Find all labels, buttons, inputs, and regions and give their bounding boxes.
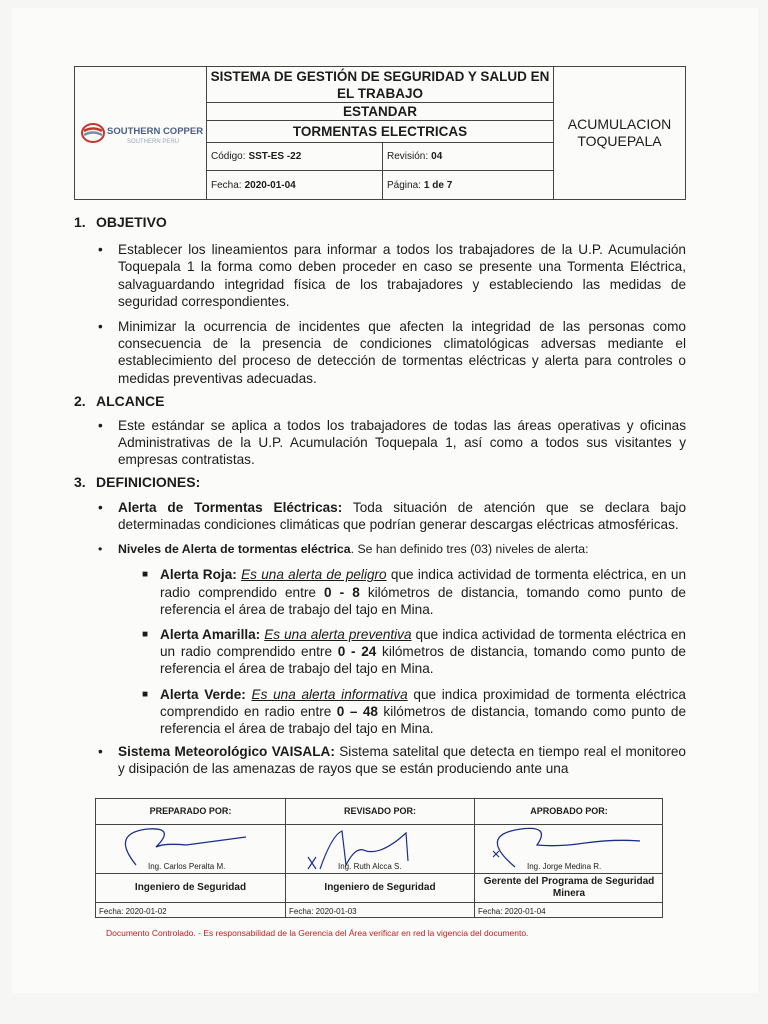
preparer-date: Fecha: 2020-01-02 (99, 907, 167, 916)
signature-table (95, 798, 663, 918)
date-cell: Fecha: 2020-01-04 (207, 171, 383, 199)
reviewer-name: Ing. Ruth Alcca S. (338, 862, 402, 871)
preparer-role: Ingeniero de Seguridad (96, 874, 285, 903)
code-value: SST-ES -22 (248, 151, 302, 162)
reviewer-role: Ingeniero de Seguridad (286, 874, 474, 903)
system-title: SISTEMA DE GESTIÓN DE SEGURIDAD Y SALUD EN EL TRABAJO (207, 67, 553, 103)
southern-copper-logo-icon (79, 118, 203, 148)
revision-value: 04 (431, 151, 443, 162)
page-cell: Página: 1 de 7 (387, 179, 453, 191)
revision-cell: Revisión: 04 (387, 151, 443, 162)
svg-text:SOUTHERN COPPER: SOUTHERN COPPER (106, 126, 203, 137)
approver-role: Gerente del Programa de Seguridad Minera (475, 874, 663, 903)
def-niveles-alerta: • Niveles de Alerta de tormentas eléctrica. Se han definido tres (03) niveles de alerta: (98, 542, 589, 557)
section-objetivo: 1. OBJETIVO (74, 214, 167, 230)
company-logo (75, 67, 207, 199)
alerta-verde: ■ Alerta Verde: Es una alerta informativa que indica proximidad de tormenta eléctrica comprendido en radio entre 0 – 48 kilómetros de distancia, tomando como punto de referencia el área de trabajo del tajo en Mina. (142, 686, 686, 737)
approver-date: Fecha: 2020-01-04 (478, 907, 546, 916)
reviewer-date: Fecha: 2020-01-03 (289, 907, 357, 916)
section-definiciones: 3. DEFINICIONES: (74, 473, 201, 490)
def-vaisala: • Sistema Meteorológico VAISALA: Sistema satelital que detecta en tiempo real el monitoreo y disipación de las amenazas de rayos que se están produciendo ante una (98, 744, 686, 777)
reviewed-by-header: REVISADO POR: (286, 799, 474, 825)
alerta-roja: ■ Alerta Roja: Es una alerta de peligro que indica actividad de tormenta eléctrica, en un radio comprendido entre 0 - 8 kilómetros de distancia, tomando como punto de referencia el área de trabajo del tajo en Mina. (142, 567, 687, 617)
objetivo-bullet-1: • Establecer los lineamientos para informar a todos los trabajadores de la U.P. Acumulación Toquepala 1 la forma como deben proceder en caso se presente una Tormenta Eléctrica, salvaguardando integridad física de los trabajadores y estableciendo las medidas de seguridad correspondientes. (98, 242, 686, 309)
page-value: 1 de 7 (423, 179, 453, 191)
svg-text:SOUTHERN PERU: SOUTHERN PERU (126, 139, 179, 145)
code-cell: Código: SST-ES -22 (207, 143, 383, 170)
controlled-document-note: Documento Controlado. - Es responsabilidad de la Gerencia del Área verificar en red la vigencia del documento. (106, 928, 529, 938)
document-header (74, 66, 686, 200)
approved-by-header: APROBADO POR: (475, 799, 663, 825)
section-alcance: 2. ALCANCE (74, 392, 165, 409)
preparer-name: Ing. Carlos Peralta M. (148, 862, 226, 871)
document-body (74, 214, 686, 778)
alcance-bullet-1: • Este estándar se aplica a todos los trabajadores de todas las áreas operativas y oficinas Administrativas de la U.P. Acumulación Toquepala 1, así como a todos sus visitantes y empresas contratistas. (98, 418, 686, 468)
objetivo-bullet-2: • Minimizar la ocurrencia de incidentes que afecten la integridad de las personas como consecuencia de la presencia de condiciones climatológicas adversas mediante el establecimiento del proceso de detección de tormentas eléctricas y alerta para controles o medidas preventivas adecuadas. (98, 319, 686, 386)
def-alerta-tormentas: • Alerta de Tormentas Eléctricas: Toda situación de atención que se declara bajo determinadas condiciones climáticas que podrían generar descargas eléctricas atmosféricas. (98, 499, 687, 533)
document-title: TORMENTAS ELECTRICAS (207, 121, 553, 143)
prepared-by-header: PREPARADO POR: (96, 799, 285, 825)
document-type: ESTANDAR (207, 103, 553, 121)
approver-name: Ing. Jorge Medina R. (527, 862, 602, 871)
date-value: 2020-01-04 (244, 179, 296, 191)
unit-name: ACUMULACION TOQUEPALA (553, 67, 685, 199)
alerta-amarilla: ■ Alerta Amarilla: Es una alerta preventiva que indica actividad de tormenta eléctrica en un radio comprendido entre 0 - 24 kilómetros de distancia, tomando como punto de referencia el área de trabajo del tajo en Mina. (142, 627, 686, 677)
